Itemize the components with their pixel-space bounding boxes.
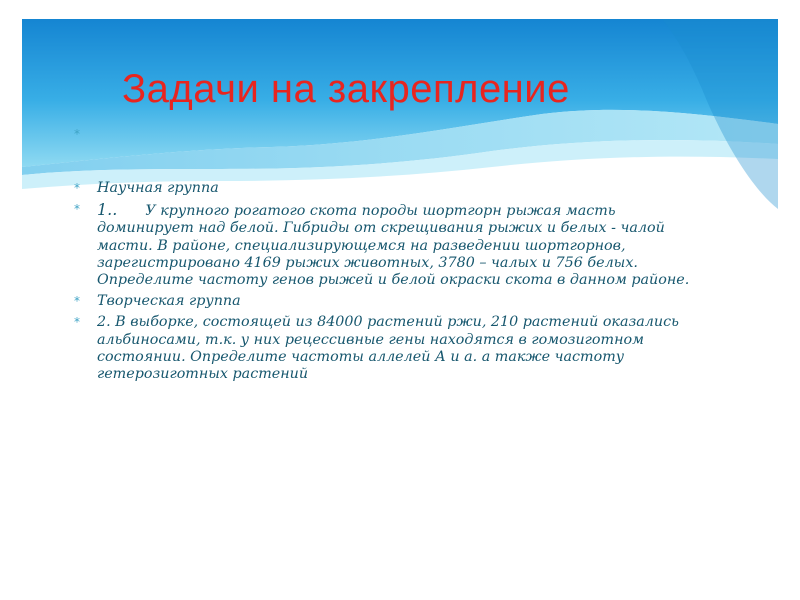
content-list (74, 126, 714, 387)
group-heading: Творческая группа (97, 293, 241, 310)
list-item-task-1 (74, 201, 714, 289)
group-heading: Научная группа (97, 180, 219, 196)
slide-title: Задачи на закрепление (122, 67, 570, 111)
bullet-star-icon: * (74, 127, 80, 141)
list-item-creative-group (74, 293, 714, 310)
task-text: 2. В выборке, состоящей из 84000 растений ржи, 210 растений оказались альбиносами, т.к. у них рецессивные гены находятся в гомозиготном состоянии. Определите частоты аллелей А и а. а также частоту гетерозиготных растений (97, 314, 679, 383)
slide (22, 19, 778, 585)
list-item-science-group (74, 180, 714, 197)
bullet-star-icon: * (74, 294, 80, 309)
bullet-star-icon: * (74, 315, 80, 330)
task-text: У крупного рогатого скота породы шортгорн рыжая масть доминирует над белой. Гибриды от скрещивания рыжих и белых - чалой масти. В районе, специализирующемся на разведении шортгорнов, зарегистрировано 4169 рыжих животных, 3780 – чалых и 756 белых. Определите частоту генов рыжей и белой окраски скота в данном районе. (97, 203, 690, 289)
list-item-empty (74, 126, 714, 176)
bullet-star-icon: * (74, 181, 80, 195)
list-item-task-2 (74, 314, 714, 383)
bullet-star-icon: * (74, 202, 80, 217)
task-number: 1.. (97, 200, 118, 220)
